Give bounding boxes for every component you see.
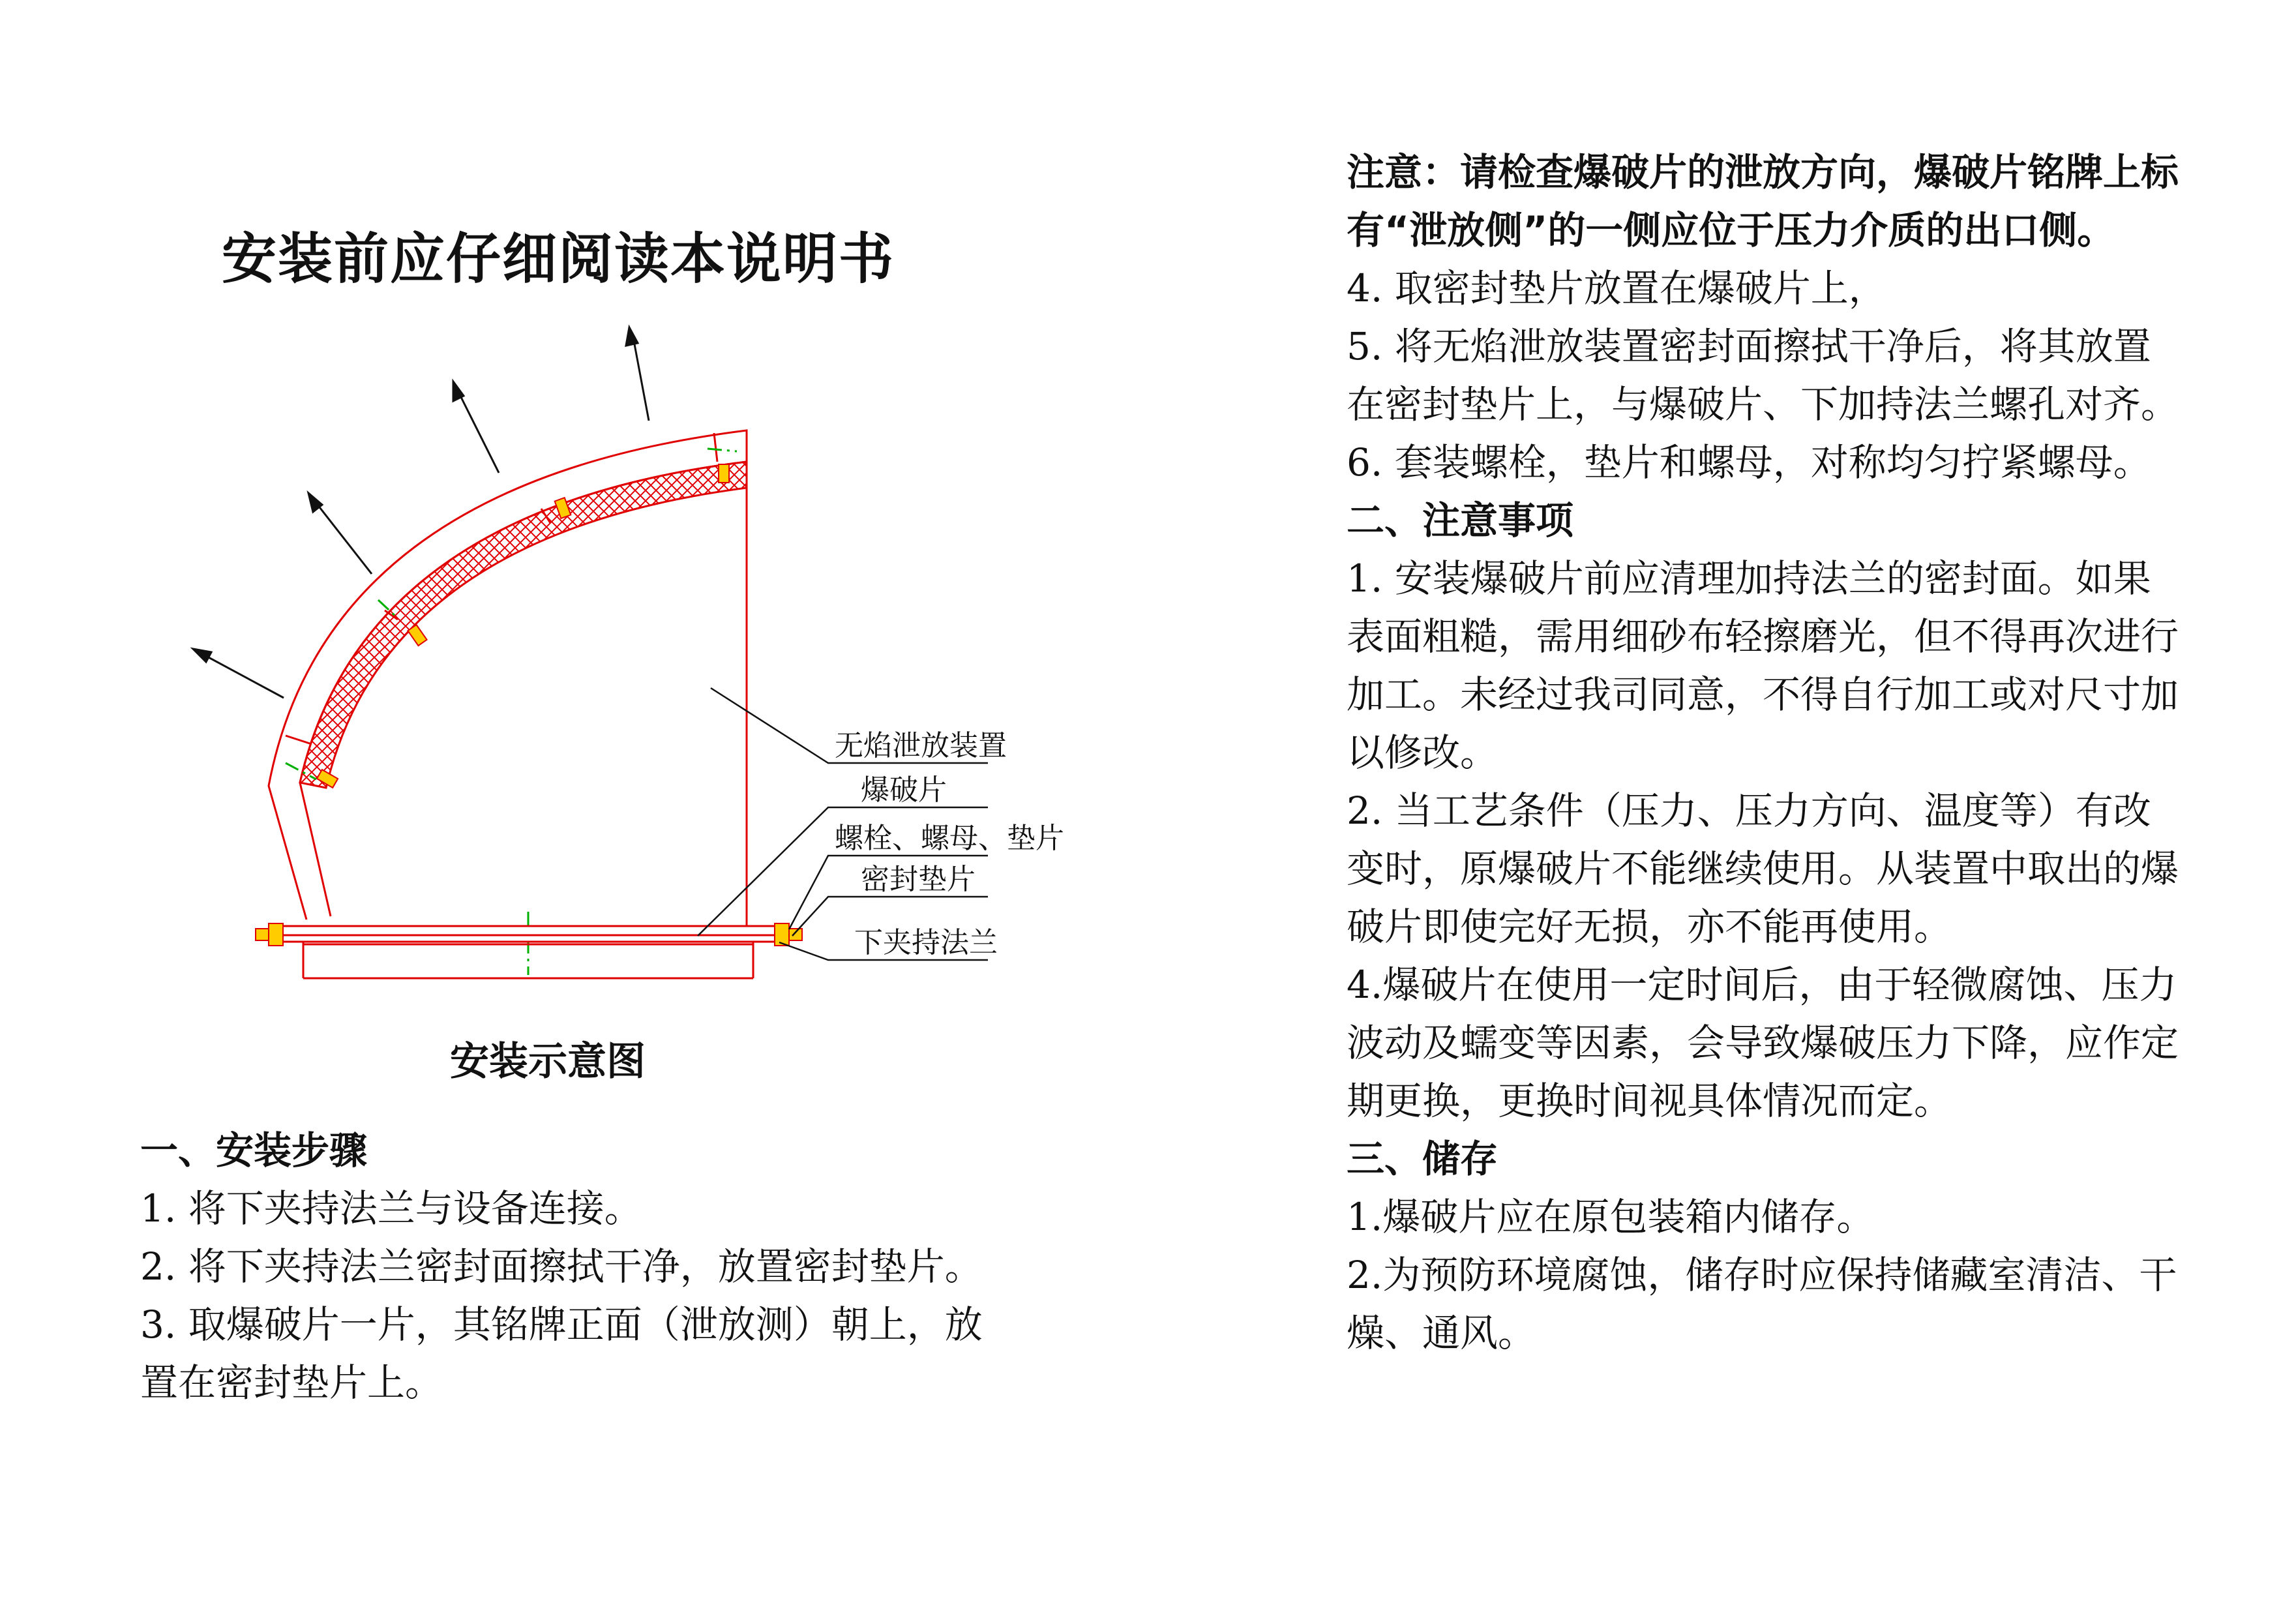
notice-text: 注意：请检查爆破片的泄放方向，爆破片铭牌上标有“泄放侧”的一侧应位于压力介质的出口侧。 (1347, 150, 2179, 252)
installation-diagram (176, 313, 1064, 1004)
section-heading-precautions: 二、注意事项 (1347, 498, 1574, 543)
precaution-1: 1. 安装爆破片前应清理加持法兰的密封面。如果表面粗糙，需用细砂布轻擦磨光，但不得再次进行加工。未经过我司同意，不得自行加工或对尺寸加以修改。 (1347, 556, 2179, 775)
label-rupture-disc: 爆破片 (861, 773, 947, 807)
install-step-6: 6. 套装螺栓，垫片和螺母，对称均匀拧紧螺母。 (1347, 440, 2151, 485)
label-flameless-device: 无焰泄放装置 (835, 729, 1007, 762)
flameless-relief-device (269, 430, 747, 929)
install-step-3: 3. 取爆破片一片，其铭牌正面（泄放测）朝上，放置在密封垫片上。 (140, 1302, 983, 1405)
section-heading-install: 一、安装步骤 (140, 1128, 368, 1173)
left-column (140, 1122, 988, 1412)
storage-2: 2.为预防环境腐蚀，储存时应保持储藏室清洁、干燥、通风。 (1347, 1253, 2177, 1355)
install-step-4: 4. 取密封垫片放置在爆破片上， (1347, 266, 1886, 310)
label-sealing-gasket: 密封垫片 (861, 863, 976, 896)
install-step-5: 5. 将无焰泄放装置密封面擦拭干净后，将其放置在密封垫片上，与爆破片、下加持法兰螺孔对齐。 (1347, 324, 2179, 427)
install-step-1: 1. 将下夹持法兰与设备连接。 (140, 1186, 642, 1231)
precaution-4: 4.爆破片在使用一定时间后，由于轻微腐蚀、压力波动及蠕变等因素，会导致爆破压力下降，应作定期更换，更换时间视具体情况而定。 (1347, 963, 2179, 1123)
storage-1: 1.爆破片应在原包装箱内储存。 (1347, 1195, 1875, 1239)
section-heading-storage: 三、储存 (1347, 1137, 1498, 1181)
document-title: 安装前应仔细阅读本说明书 (222, 227, 895, 291)
diagram-caption: 安装示意图 (450, 1039, 646, 1085)
install-step-2: 2. 将下夹持法兰密封面擦拭干净，放置密封垫片。 (140, 1244, 983, 1289)
label-lower-flange: 下夹持法兰 (854, 926, 998, 959)
precaution-2: 2. 当工艺条件（压力、压力方向、温度等）有改变时，原爆破片不能继续使用。从装置中取出的爆破片即使完好无损，亦不能再使用。 (1347, 788, 2179, 949)
right-column (1347, 143, 2184, 1362)
label-bolts-nuts-washers: 螺栓、螺母、垫片 (835, 822, 1064, 855)
